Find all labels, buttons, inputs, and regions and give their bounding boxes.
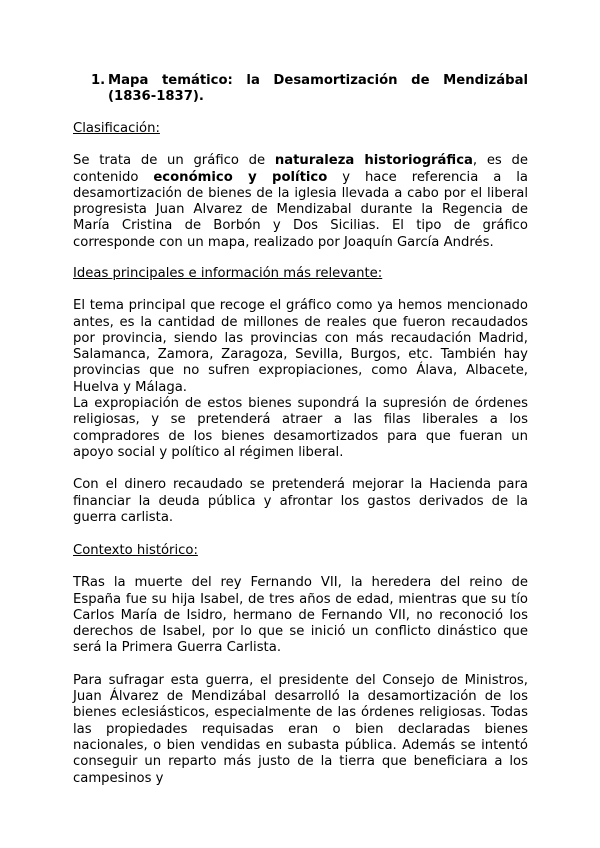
document-title bbox=[91, 73, 528, 106]
title-number: 1. bbox=[91, 73, 106, 88]
paragraph-ideas-3: Con el dinero recaudado se pretenderá mejorar la Hacienda para financiar la deuda pública y afrontar los gastos derivados de la guerra carlista. bbox=[73, 477, 528, 525]
bold-naturaleza: naturaleza historiográfica bbox=[274, 153, 473, 169]
section-clasificacion bbox=[73, 121, 528, 251]
paragraph-ideas-2: La expropiación de estos bienes supondrá la supresión de órdenes religiosas, y se pretenderá atraer a las filas liberales a los compradores de los bienes desamortizados para que fueran un apoyo social y político al régimen liberal. bbox=[73, 396, 528, 460]
paragraph-contexto-1: TRas la muerte del rey Fernando VII, la heredera del reino de España fue su hija Isabel, de tres años de edad, mientras que su tío Carlos María de Isidro, hermano de Fernando VII, no reconoció los derechos de Isabel, por lo que se inició un conflicto dinástico que será la Primera Guerra Carlista. bbox=[73, 575, 528, 656]
bold-economico: económico y político bbox=[153, 169, 328, 185]
section-ideas bbox=[73, 266, 528, 526]
heading-ideas: Ideas principales e información más relevante: bbox=[73, 266, 383, 281]
paragraph-ideas-1: El tema principal que recoge el gráfico como ya hemos mencionado antes, es la cantidad de millones de reales que fueron recaudados por provincia, siendo las provincias con más recaudación Madrid, Salamanca, Zamora, Zaragoza, Sevilla, Burgos, etc. También hay provincias que no sufren expropiaciones, como Álava, Albacete, Huelva y Málaga. bbox=[73, 298, 528, 395]
heading-contexto: Contexto histórico: bbox=[73, 543, 198, 558]
heading-clasificacion: Clasificación: bbox=[73, 121, 160, 136]
paragraph-contexto-2: Para sufragar esta guerra, el presidente del Consejo de Ministros, Juan Álvarez de Mendizábal desarrolló la desamortización de los bienes eclesiásticos, especialmente de las órdenes religiosas. Todas las propiedades requisadas eran o bien declaradas bienes nacionales, o bien vendidas en subasta pública. Además se intentó conseguir un reparto más justo de la tierra que beneficiara a los campesinos y bbox=[73, 672, 528, 786]
paragraph-clasificacion: Se trata de un gráfico de naturaleza historiográfica, es de contenido económico y político y hace referencia a la desamortización de bienes de la iglesia llevada a cabo por el liberal progresista Juan Alvarez de Mendizabal durante la Regencia de María Cristina de Borbón y Dos Sicilias. El tipo de gráfico corresponde con un mapa, realizado por Joaquín García Andrés. bbox=[73, 153, 528, 250]
section-contexto bbox=[73, 543, 528, 787]
title-text: Mapa temático: la Desamortización de Mendizábal (1836-1837). bbox=[108, 73, 528, 105]
